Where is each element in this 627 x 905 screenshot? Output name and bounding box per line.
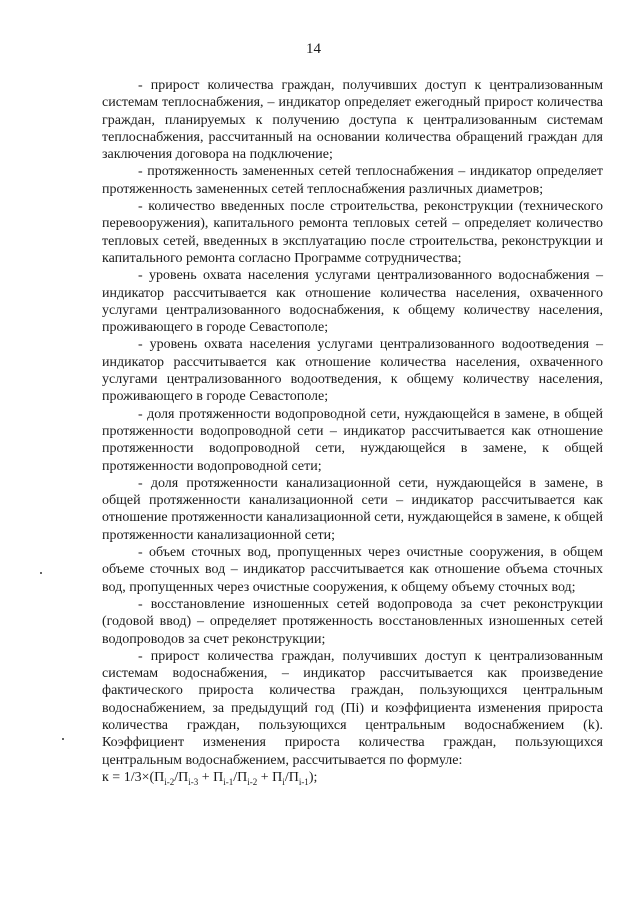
scan-speck (40, 572, 42, 574)
paragraph-water-network-restoration: - восстановление изношенных сетей водопровода за счет реконструкции (годовой ввод) – определяет протяженность восстановленных изношенных сетей водопроводов за счет реконструкции; (102, 596, 603, 647)
scan-speck (62, 738, 64, 740)
paragraph-sewer-network-replacement-share: - доля протяженности канализационной сети, нуждающейся в замене, в общей протяженности канализационной сети – индикатор рассчитывается как отношение протяженности канализационной сети, нуждающейся в замене, к общей протяженности канализационной сети; (102, 475, 603, 543)
document-body (102, 77, 603, 786)
paragraph-sewerage-coverage: - уровень охвата населения услугами централизованного водоотведения – индикатор рассчитывается как отношение количества населения, охваченного услугами централизованного водоотведения, к общему количеству населения, проживающего в городе Севастополе; (102, 337, 603, 405)
page-number: 14 (306, 41, 321, 57)
paragraph-heat-network-replaced: - протяженность замененных сетей теплоснабжения – индикатор определяет протяженность замененных сетей теплоснабжения различных диаметров; (102, 164, 603, 197)
paragraph-heat-network-commissioned: - количество введенных после строительства, реконструкции (технического перевооружения), капитального ремонта тепловых сетей – определяет количество тепловых сетей, введенных в эксплуатацию после строительства, реконструкции и капитального ремонта согласно Программе сотрудничества; (102, 199, 603, 266)
paragraph-wastewater-treated-share: - объем сточных вод, пропущенных через очистные сооружения, в общем объеме сточных вод – индикатор рассчитывается как отношение объема сточных вод, пропущенных через очистные сооружения, к общему объему сточных вод; (102, 545, 603, 595)
paragraph-water-supply-coverage: - уровень охвата населения услугами централизованного водоснабжения – индикатор рассчитывается как отношение количества населения, охваченного услугами централизованного водоснабжения, к общему количеству населения, проживающего в городе Севастополе; (102, 268, 603, 336)
paragraph-heat-access-growth: - прирост количества граждан, получивших доступ к централизованным системам теплоснабжения, – индикатор определяет ежегодный прирост количества граждан, планируемых к получению доступа к централизованным системам теплоснабжения, рассчитанный на основании количества обращений граждан для заключения договора на подключение; (102, 78, 603, 163)
paragraph-water-network-replacement-share: - доля протяженности водопроводной сети, нуждающейся в замене, в общей протяженности водопроводной сети – индикатор рассчитывается как отношение протяженности водопроводной сети, нуждающейся в замене, к общей протяженности водопроводной сети; (102, 406, 603, 474)
paragraph-water-access-growth: - прирост количества граждан, получивших доступ к централизованным системам водоснабжения, – индикатор рассчитывается как произведение фактического прироста количества граждан, пользующихся центральным водоснабжением, за предыдущий год (Пi) и коэффициента изменения прироста количества граждан, пользующихся центральным водоснабжением (k). Коэффициент изменения прироста количества граждан, пользующихся центральным водоснабжением, рассчитывается по формуле: (102, 648, 603, 768)
formula-coefficient-k: $к = 1/3\times(П_{i-2}/П_{i-3} + П_{i-1}/П_{i-2} + П_i/П_{i-1})$; (102, 769, 318, 787)
